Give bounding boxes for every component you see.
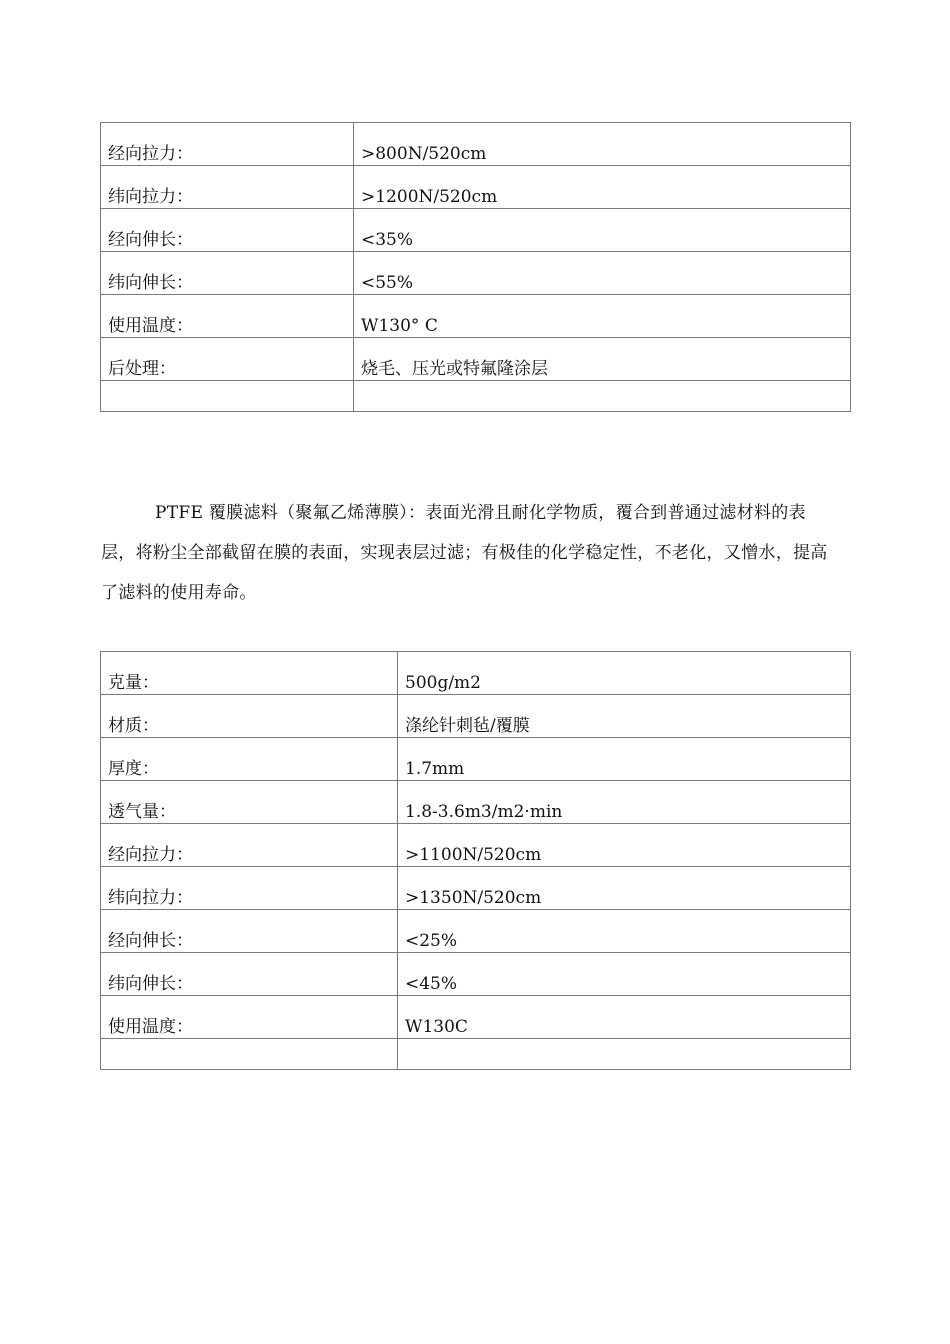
row-value: >800N/520cm: [354, 123, 851, 166]
row-label: 材质：: [101, 695, 398, 738]
row-label: 经向伸长：: [101, 910, 398, 953]
table-row: [101, 910, 851, 953]
row-value: 1.8-3.6m3/m2·min: [398, 781, 851, 824]
table-row: [101, 824, 851, 867]
table-row: [101, 695, 851, 738]
row-value: W130° C: [354, 295, 851, 338]
row-label: 纬向伸长：: [101, 953, 398, 996]
row-label: 纬向伸长：: [101, 252, 354, 295]
table-row: [101, 338, 851, 381]
table-row-empty: [101, 381, 851, 412]
row-label: 纬向拉力：: [101, 166, 354, 209]
row-value: [398, 1039, 851, 1070]
row-label: 透气量：: [101, 781, 398, 824]
row-label: 纬向拉力：: [101, 867, 398, 910]
row-value: <55%: [354, 252, 851, 295]
row-label: 经向拉力：: [101, 123, 354, 166]
table-row: [101, 123, 851, 166]
table-row: [101, 166, 851, 209]
row-value: 烧毛、压光或特氟隆涂层: [354, 338, 851, 381]
table-row: [101, 781, 851, 824]
row-label: [101, 1039, 398, 1070]
row-value: <35%: [354, 209, 851, 252]
table-row: [101, 295, 851, 338]
row-value: >1200N/520cm: [354, 166, 851, 209]
row-value: 1.7mm: [398, 738, 851, 781]
table-row: [101, 738, 851, 781]
row-label: 使用温度：: [101, 996, 398, 1039]
spec-table-2: [100, 651, 851, 1070]
row-label: 厚度：: [101, 738, 398, 781]
table-row: [101, 867, 851, 910]
table-row-empty: [101, 1039, 851, 1070]
row-label: [101, 381, 354, 412]
row-label: 克量：: [101, 652, 398, 695]
row-label: 经向伸长：: [101, 209, 354, 252]
row-value: 涤纶针刺毡/覆膜: [398, 695, 851, 738]
row-value: W130C: [398, 996, 851, 1039]
row-value: >1100N/520cm: [398, 824, 851, 867]
row-value: [354, 381, 851, 412]
spec-table-1: [100, 122, 851, 412]
table-row: [101, 209, 851, 252]
row-label: 经向拉力：: [101, 824, 398, 867]
row-value: <25%: [398, 910, 851, 953]
row-value: >1350N/520cm: [398, 867, 851, 910]
ptfe-description-paragraph: PTFE 覆膜滤料（聚氟乙烯薄膜）：表面光滑且耐化学物质，覆合到普通过滤材料的表层，将粉尘全部截留在膜的表面，实现表层过滤；有极佳的化学稳定性，不老化，又憎水，提高了滤料的使用寿命。: [101, 503, 828, 603]
table-row: [101, 252, 851, 295]
table-row: [101, 652, 851, 695]
table-row: [101, 953, 851, 996]
row-value: 500g/m2: [398, 652, 851, 695]
table-row: [101, 996, 851, 1039]
row-label: 后处理：: [101, 338, 354, 381]
row-label: 使用温度：: [101, 295, 354, 338]
row-value: <45%: [398, 953, 851, 996]
